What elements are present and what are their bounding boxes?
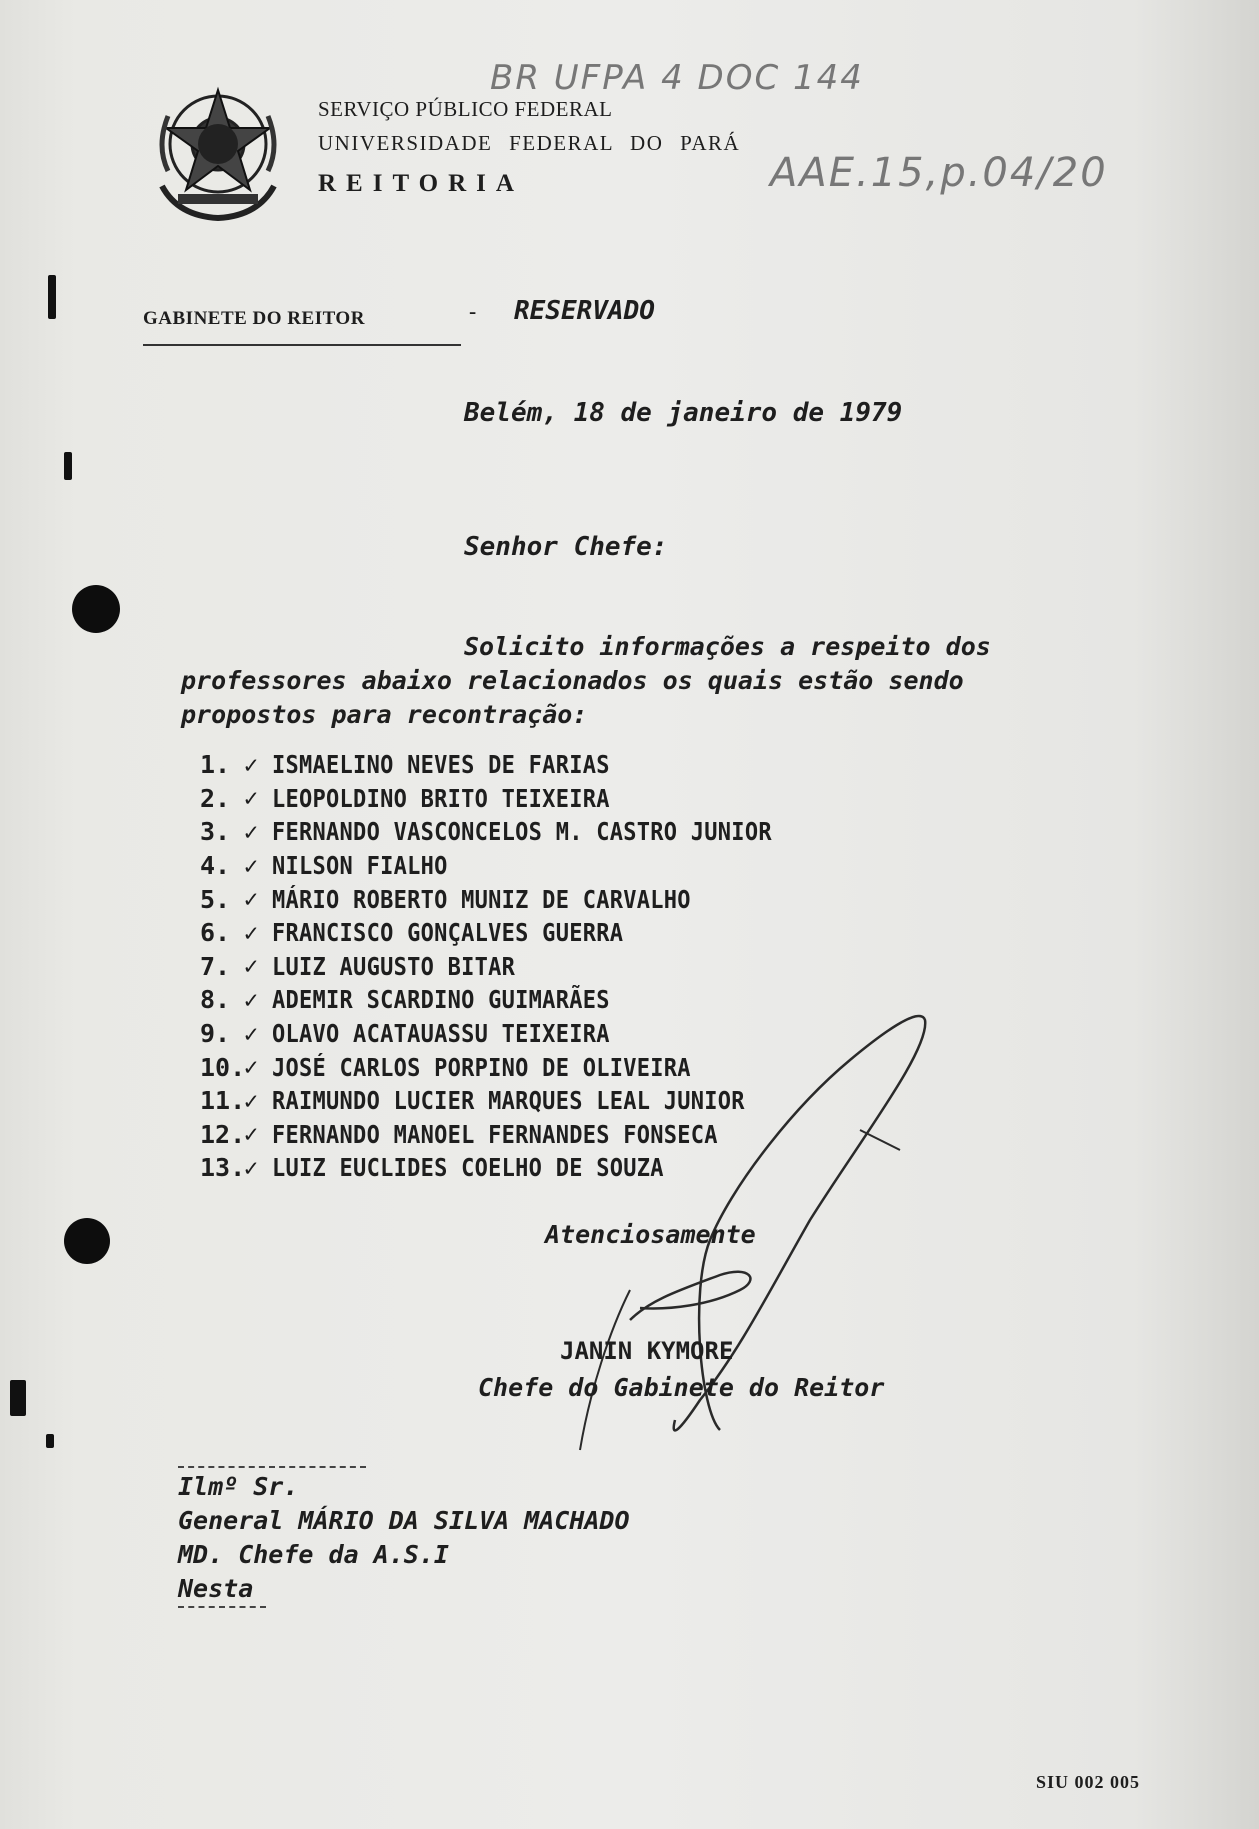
professor-name: OLAVO ACATAUASSU TEIXEIRA bbox=[272, 1019, 610, 1049]
letterhead-line2: UNIVERSIDADE FEDERAL DO PARÁ bbox=[318, 131, 741, 155]
office-underline bbox=[143, 344, 461, 346]
addressee-line4: Nesta bbox=[178, 1574, 254, 1603]
body-line2: professores abaixo relacionados os quais estão sendo bbox=[181, 666, 964, 695]
office-separator: - bbox=[466, 300, 480, 325]
professor-name: FERNANDO MANOEL FERNANDES FONSECA bbox=[272, 1119, 718, 1149]
list-item-number: 3. bbox=[200, 817, 231, 847]
professor-name: ISMAELINO NEVES DE FARIAS bbox=[272, 750, 610, 780]
punch-hole-top bbox=[72, 585, 120, 633]
punch-hole-bottom bbox=[64, 1218, 110, 1264]
professor-list-item bbox=[200, 950, 840, 984]
addressee-line2: General MÁRIO DA SILVA MACHADO bbox=[178, 1506, 630, 1535]
binder-mark bbox=[48, 275, 56, 319]
list-item-number: 2. bbox=[200, 783, 231, 813]
check-mark-icon: ✓ bbox=[243, 1153, 259, 1182]
classification-label: RESERVADO bbox=[514, 296, 655, 326]
check-mark-icon: ✓ bbox=[243, 784, 259, 813]
check-mark-icon: ✓ bbox=[243, 1019, 259, 1048]
list-item-number: 7. bbox=[200, 951, 231, 981]
list-item-number: 11. bbox=[200, 1086, 246, 1116]
professor-list-item bbox=[200, 782, 840, 816]
addressee-line1: Ilmº Sr. bbox=[178, 1472, 299, 1501]
list-item-number: 13. bbox=[200, 1153, 246, 1183]
professor-list-item bbox=[200, 882, 840, 916]
office-label: GABINETE DO REITOR bbox=[143, 308, 365, 329]
addressee-rule-bottom bbox=[178, 1606, 266, 1608]
professor-name: LUIZ AUGUSTO BITAR bbox=[272, 951, 516, 981]
check-mark-icon: ✓ bbox=[243, 952, 259, 981]
list-item-number: 6. bbox=[200, 918, 231, 948]
letter-date: Belém, 18 de janeiro de 1979 bbox=[464, 398, 903, 428]
professor-name: FRANCISCO GONÇALVES GUERRA bbox=[272, 918, 624, 948]
binder-mark bbox=[46, 1434, 54, 1448]
signer-name: JANIN KYMORE bbox=[560, 1337, 734, 1365]
check-mark-icon: ✓ bbox=[243, 817, 259, 846]
list-item-number: 4. bbox=[200, 851, 231, 881]
professor-name: MÁRIO ROBERTO MUNIZ DE CARVALHO bbox=[272, 884, 691, 914]
letterhead-line3: REITORIA bbox=[318, 170, 524, 197]
archive-stamp-line1: BR UFPA 4 DOC 144 bbox=[490, 58, 864, 98]
binder-mark bbox=[64, 452, 72, 480]
footer-code: SIU 002 005 bbox=[1036, 1772, 1141, 1792]
signer-title: Chefe do Gabinete do Reitor bbox=[478, 1373, 885, 1402]
professor-name: RAIMUNDO LUCIER MARQUES LEAL JUNIOR bbox=[272, 1086, 745, 1116]
professor-name: ADEMIR SCARDINO GUIMARÃES bbox=[272, 985, 610, 1015]
addressee-rule-top bbox=[178, 1466, 366, 1468]
list-item-number: 10. bbox=[200, 1052, 246, 1082]
body-line3: propostos para recontração: bbox=[181, 700, 588, 729]
archive-stamp-line2: AAE.15,p.04/20 bbox=[770, 150, 1108, 196]
check-mark-icon: ✓ bbox=[243, 851, 259, 880]
professor-list-item bbox=[200, 849, 840, 883]
list-item-number: 5. bbox=[200, 884, 231, 914]
check-mark-icon: ✓ bbox=[243, 885, 259, 914]
brazil-coat-of-arms-icon bbox=[148, 76, 288, 226]
check-mark-icon: ✓ bbox=[243, 1086, 259, 1115]
check-mark-icon: ✓ bbox=[243, 750, 259, 779]
check-mark-icon: ✓ bbox=[243, 1120, 259, 1149]
list-item-number: 8. bbox=[200, 985, 231, 1015]
list-item-number: 1. bbox=[200, 750, 231, 780]
letterhead-line1: SERVIÇO PÚBLICO FEDERAL bbox=[318, 97, 613, 121]
professor-list-item bbox=[200, 916, 840, 950]
professor-list-item bbox=[200, 815, 840, 849]
binder-mark bbox=[10, 1380, 26, 1416]
addressee-line3: MD. Chefe da A.S.I bbox=[178, 1540, 449, 1569]
check-mark-icon: ✓ bbox=[243, 918, 259, 947]
body-line1: Solicito informações a respeito dos bbox=[464, 632, 991, 661]
list-item-number: 9. bbox=[200, 1019, 231, 1049]
professor-name: JOSÉ CARLOS PORPINO DE OLIVEIRA bbox=[272, 1052, 691, 1082]
professor-name: LEOPOLDINO BRITO TEIXEIRA bbox=[272, 783, 610, 813]
salutation: Senhor Chefe: bbox=[464, 532, 668, 562]
professor-name: NILSON FIALHO bbox=[272, 851, 448, 881]
check-mark-icon: ✓ bbox=[243, 1053, 259, 1082]
professor-list-item bbox=[200, 748, 840, 782]
list-item-number: 12. bbox=[200, 1119, 246, 1149]
professor-name: FERNANDO VASCONCELOS M. CASTRO JUNIOR bbox=[272, 817, 772, 847]
closing: Atenciosamente bbox=[545, 1220, 756, 1249]
professor-name: LUIZ EUCLIDES COELHO DE SOUZA bbox=[272, 1153, 664, 1183]
check-mark-icon: ✓ bbox=[243, 985, 259, 1014]
